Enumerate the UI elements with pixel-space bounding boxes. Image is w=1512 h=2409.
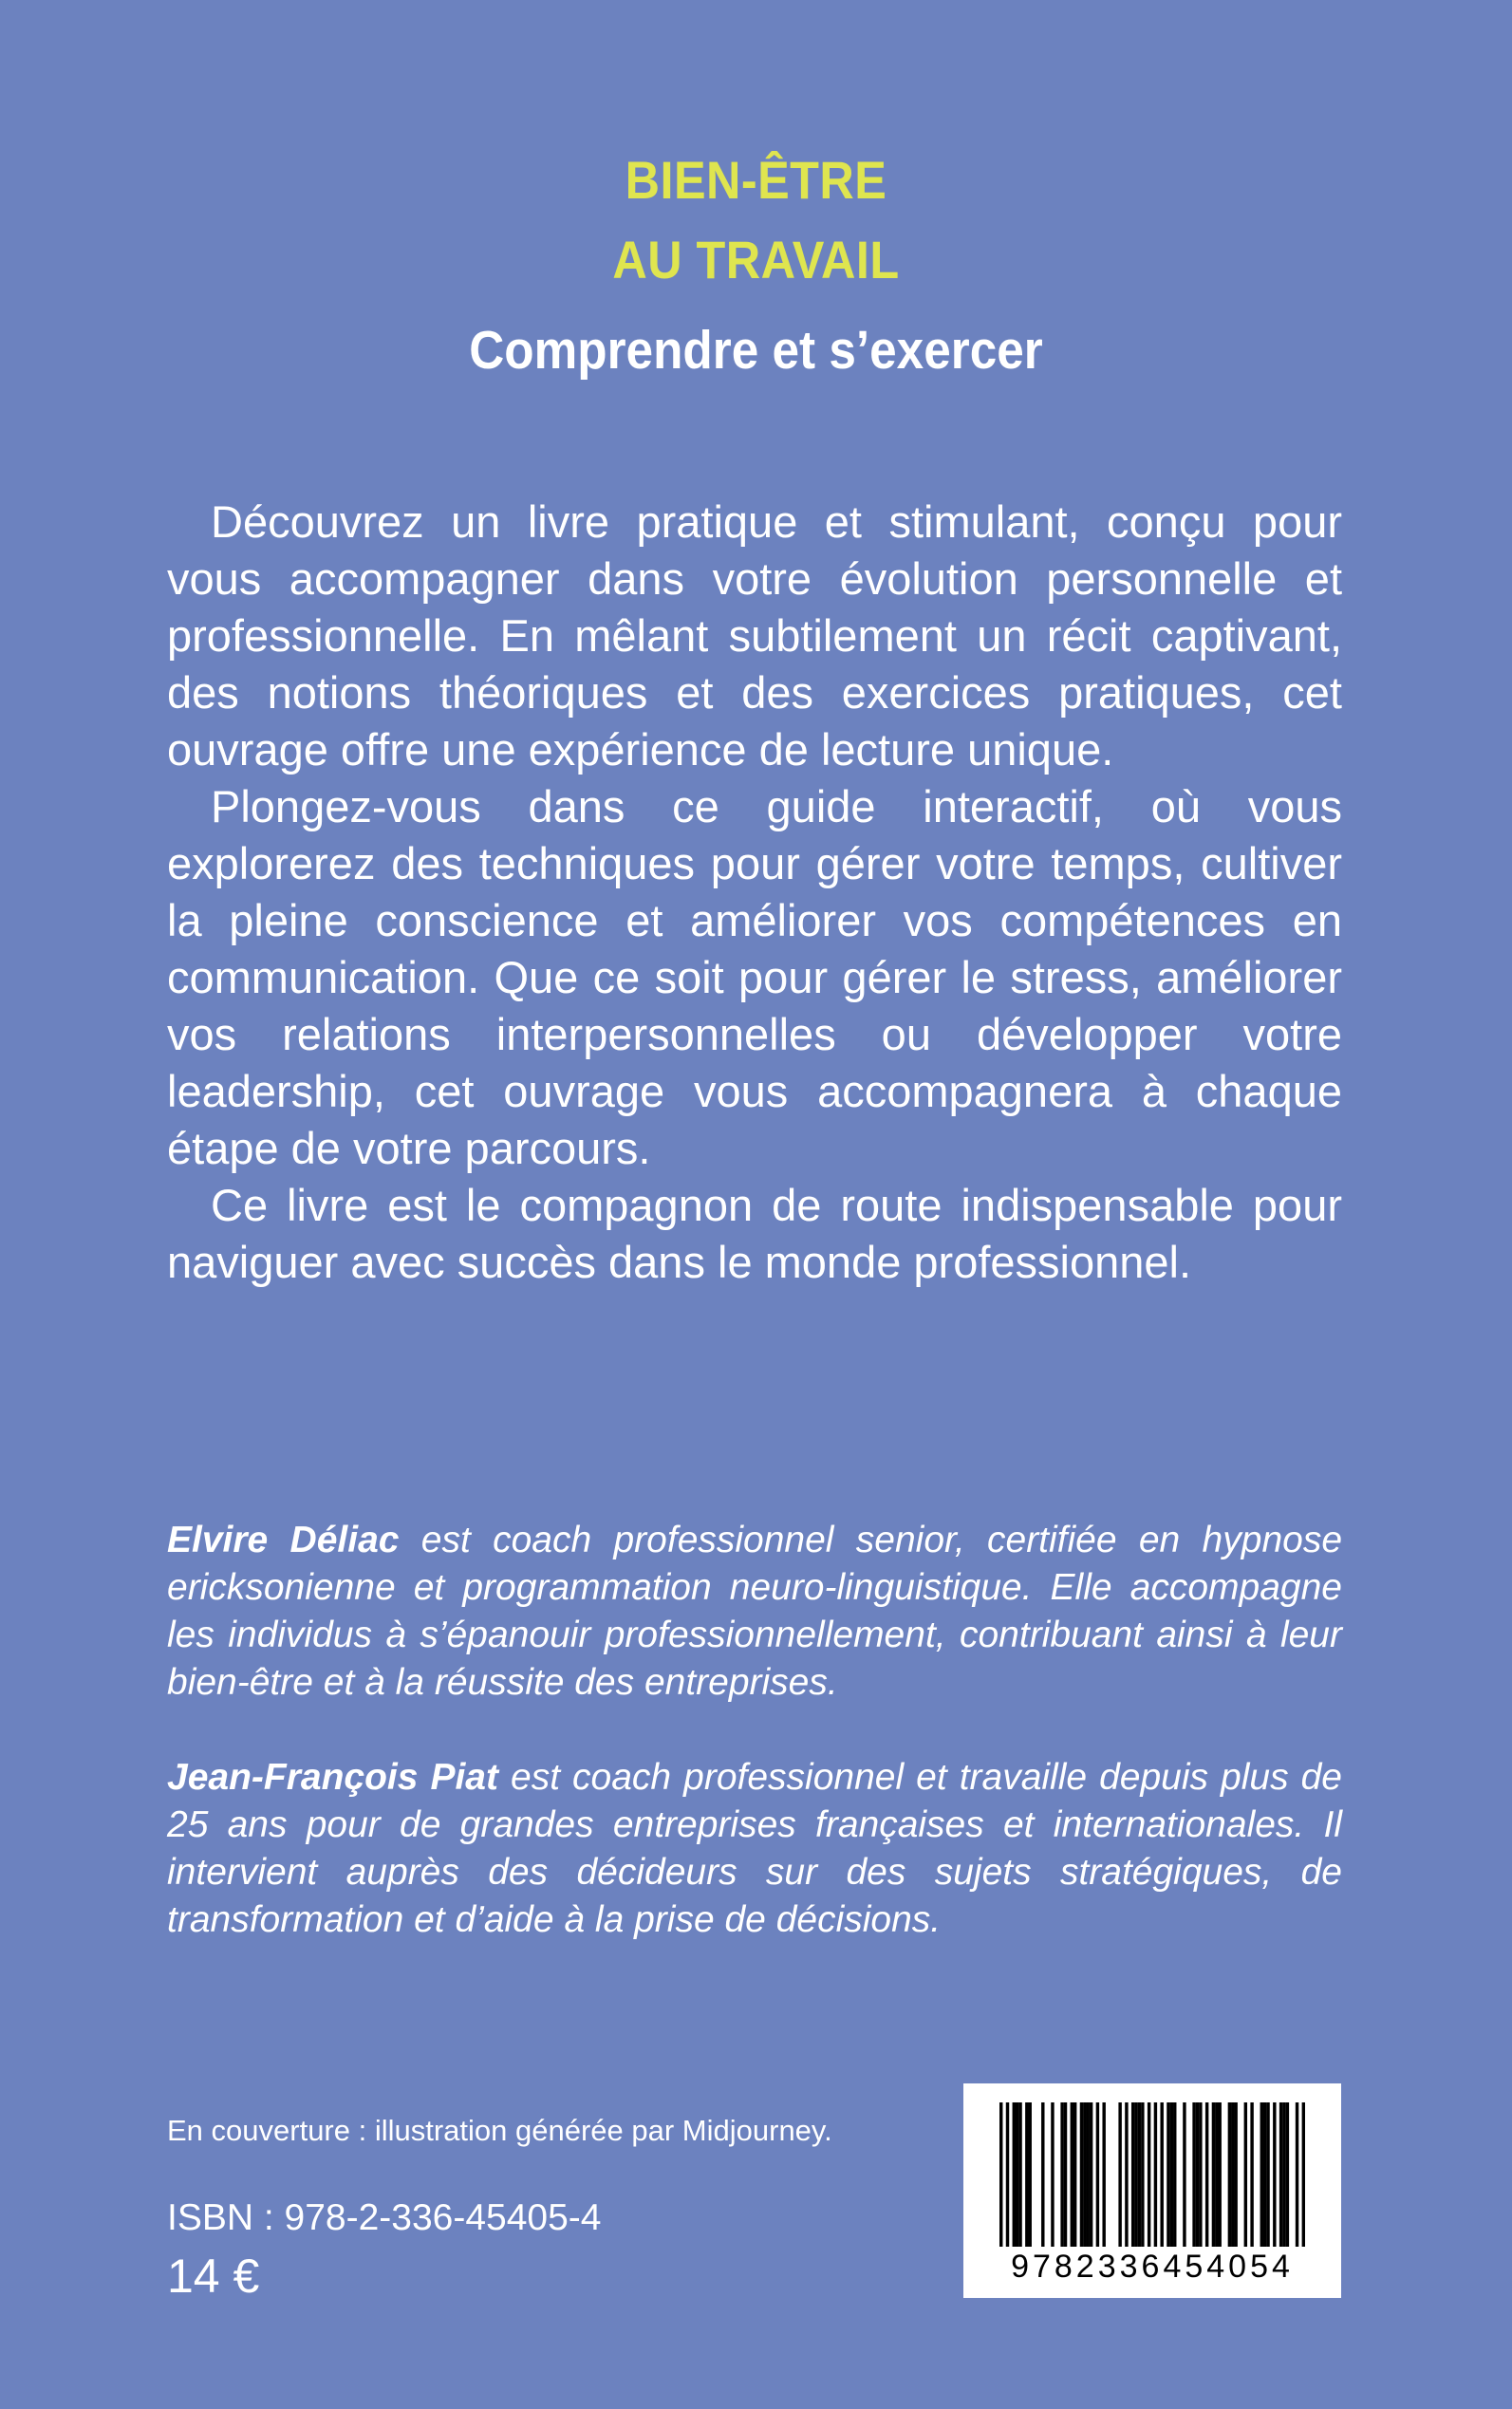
barcode-bar bbox=[1199, 2102, 1202, 2247]
barcode-bar bbox=[1231, 2102, 1234, 2247]
barcode-bar bbox=[1170, 2102, 1173, 2247]
author-name-1: Elvire Déliac bbox=[167, 1520, 400, 1560]
barcode-bar bbox=[1212, 2102, 1215, 2247]
barcode-bar bbox=[1286, 2102, 1289, 2247]
barcode-bars bbox=[999, 2102, 1305, 2247]
author-bio-1 bbox=[167, 1517, 1342, 1707]
barcode-bar bbox=[1073, 2102, 1076, 2247]
barcode-bar bbox=[1025, 2102, 1028, 2247]
barcode-bar bbox=[1018, 2102, 1021, 2247]
author-bio-text-1: est coach professionnel senior, certifiée en hypnose ericksonienne et programmation neuro-linguistique. Elle accompagne les individus à s’épanouir professionnellement, contribuant ainsi à leur bien-être et à la réussite des entreprises. bbox=[167, 1520, 1343, 1703]
barcode-bar bbox=[1215, 2102, 1218, 2247]
author-name-2: Jean-François Piat bbox=[167, 1757, 498, 1798]
barcode-bar bbox=[1064, 2102, 1067, 2247]
barcode-bar bbox=[1013, 2102, 1016, 2247]
barcode-bar bbox=[1205, 2102, 1208, 2247]
barcode-bar bbox=[1118, 2102, 1121, 2247]
barcode-bar bbox=[1260, 2102, 1263, 2247]
barcode-bar bbox=[1141, 2102, 1144, 2247]
barcode bbox=[963, 2083, 1341, 2298]
barcode-bar bbox=[1228, 2102, 1231, 2247]
blurb bbox=[167, 494, 1342, 1291]
barcode-bar bbox=[1125, 2102, 1128, 2247]
barcode-bar bbox=[1154, 2102, 1157, 2247]
title-line-1: BIEN-ÊTRE bbox=[625, 150, 887, 210]
barcode-bar bbox=[1138, 2102, 1141, 2247]
barcode-bar bbox=[1250, 2102, 1253, 2247]
barcode-bar bbox=[1134, 2102, 1137, 2247]
barcode-bar bbox=[1071, 2102, 1073, 2247]
subtitle: Comprendre et s’exercer bbox=[469, 320, 1043, 381]
barcode-number: 9782336454054 bbox=[1011, 2249, 1294, 2285]
barcode-bar bbox=[1148, 2102, 1150, 2247]
barcode-bar bbox=[1218, 2102, 1221, 2247]
barcode-bar bbox=[1173, 2102, 1176, 2247]
barcode-bar bbox=[1016, 2102, 1018, 2247]
barcode-bar bbox=[1296, 2102, 1298, 2247]
barcode-bar bbox=[1090, 2102, 1092, 2247]
barcode-bar bbox=[1102, 2102, 1105, 2247]
barcode-bar bbox=[1041, 2102, 1044, 2247]
barcode-bar bbox=[1273, 2102, 1276, 2247]
barcode-bar bbox=[1244, 2102, 1247, 2247]
barcode-bar bbox=[1234, 2102, 1237, 2247]
barcode-bar bbox=[1060, 2102, 1063, 2247]
author-bio-text-2: est coach professionnel et travaille depuis plus de 25 ans pour de grandes entreprises françaises et internationales. Il intervient auprès des décideurs sur des sujets stratégiques, de transformation et d’aide à la prise de décisions. bbox=[167, 1757, 1342, 1940]
barcode-bar bbox=[1083, 2102, 1086, 2247]
barcode-bar bbox=[1263, 2102, 1266, 2247]
barcode-bar bbox=[1282, 2102, 1285, 2247]
barcode-bar bbox=[1080, 2102, 1083, 2247]
blurb-paragraph-1: Découvrez un livre pratique et stimulant, conçu pour vous accompagner dans votre évolution personnelle et professionnelle. En mêlant subtilement un récit captivant, des notions théoriques et des exercices pratiques, cet ouvrage offre une expérience de lecture unique. bbox=[167, 496, 1342, 775]
barcode-bar bbox=[1131, 2102, 1134, 2247]
price: 14 € bbox=[167, 2250, 260, 2303]
blurb-paragraph-2: Plongez-vous dans ce guide interactif, où vous explorerez des techniques pour gérer votre temps, cultiver la pleine conscience et améliorer vos compétences en communication. Que ce soit pour gérer le stress, améliorer vos relations interpersonnelles ou développer votre leadership, cet ouvrage vous accompagnera à chaque étape de votre parcours. bbox=[167, 781, 1342, 1173]
barcode-bar bbox=[1302, 2102, 1305, 2247]
blurb-paragraph-3: Ce livre est le compagnon de route indispensable pour naviguer avec succès dans le monde professionnel. bbox=[167, 1180, 1342, 1287]
barcode-bar bbox=[1160, 2102, 1163, 2247]
barcode-bar bbox=[1006, 2102, 1009, 2247]
barcode-bar bbox=[1029, 2102, 1032, 2247]
barcode-bar bbox=[1192, 2102, 1195, 2247]
cover-credit: En couverture : illustration générée par Midjourney. bbox=[167, 2114, 832, 2147]
barcode-bar bbox=[1183, 2102, 1185, 2247]
barcode-bar bbox=[1087, 2102, 1090, 2247]
barcode-bar bbox=[1196, 2102, 1199, 2247]
barcode-bar bbox=[1096, 2102, 1099, 2247]
author-bios bbox=[167, 1517, 1342, 1991]
barcode-bar bbox=[999, 2102, 1002, 2247]
title-block bbox=[0, 140, 1512, 393]
barcode-bar bbox=[1167, 2102, 1169, 2247]
barcode-bar bbox=[1051, 2102, 1054, 2247]
barcode-bar bbox=[1279, 2102, 1282, 2247]
title-line-2: AU TRAVAIL bbox=[612, 230, 900, 289]
author-bio-2 bbox=[167, 1754, 1342, 1944]
isbn: ISBN : 978-2-336-45405-4 bbox=[167, 2197, 602, 2238]
barcode-bar bbox=[1266, 2102, 1269, 2247]
